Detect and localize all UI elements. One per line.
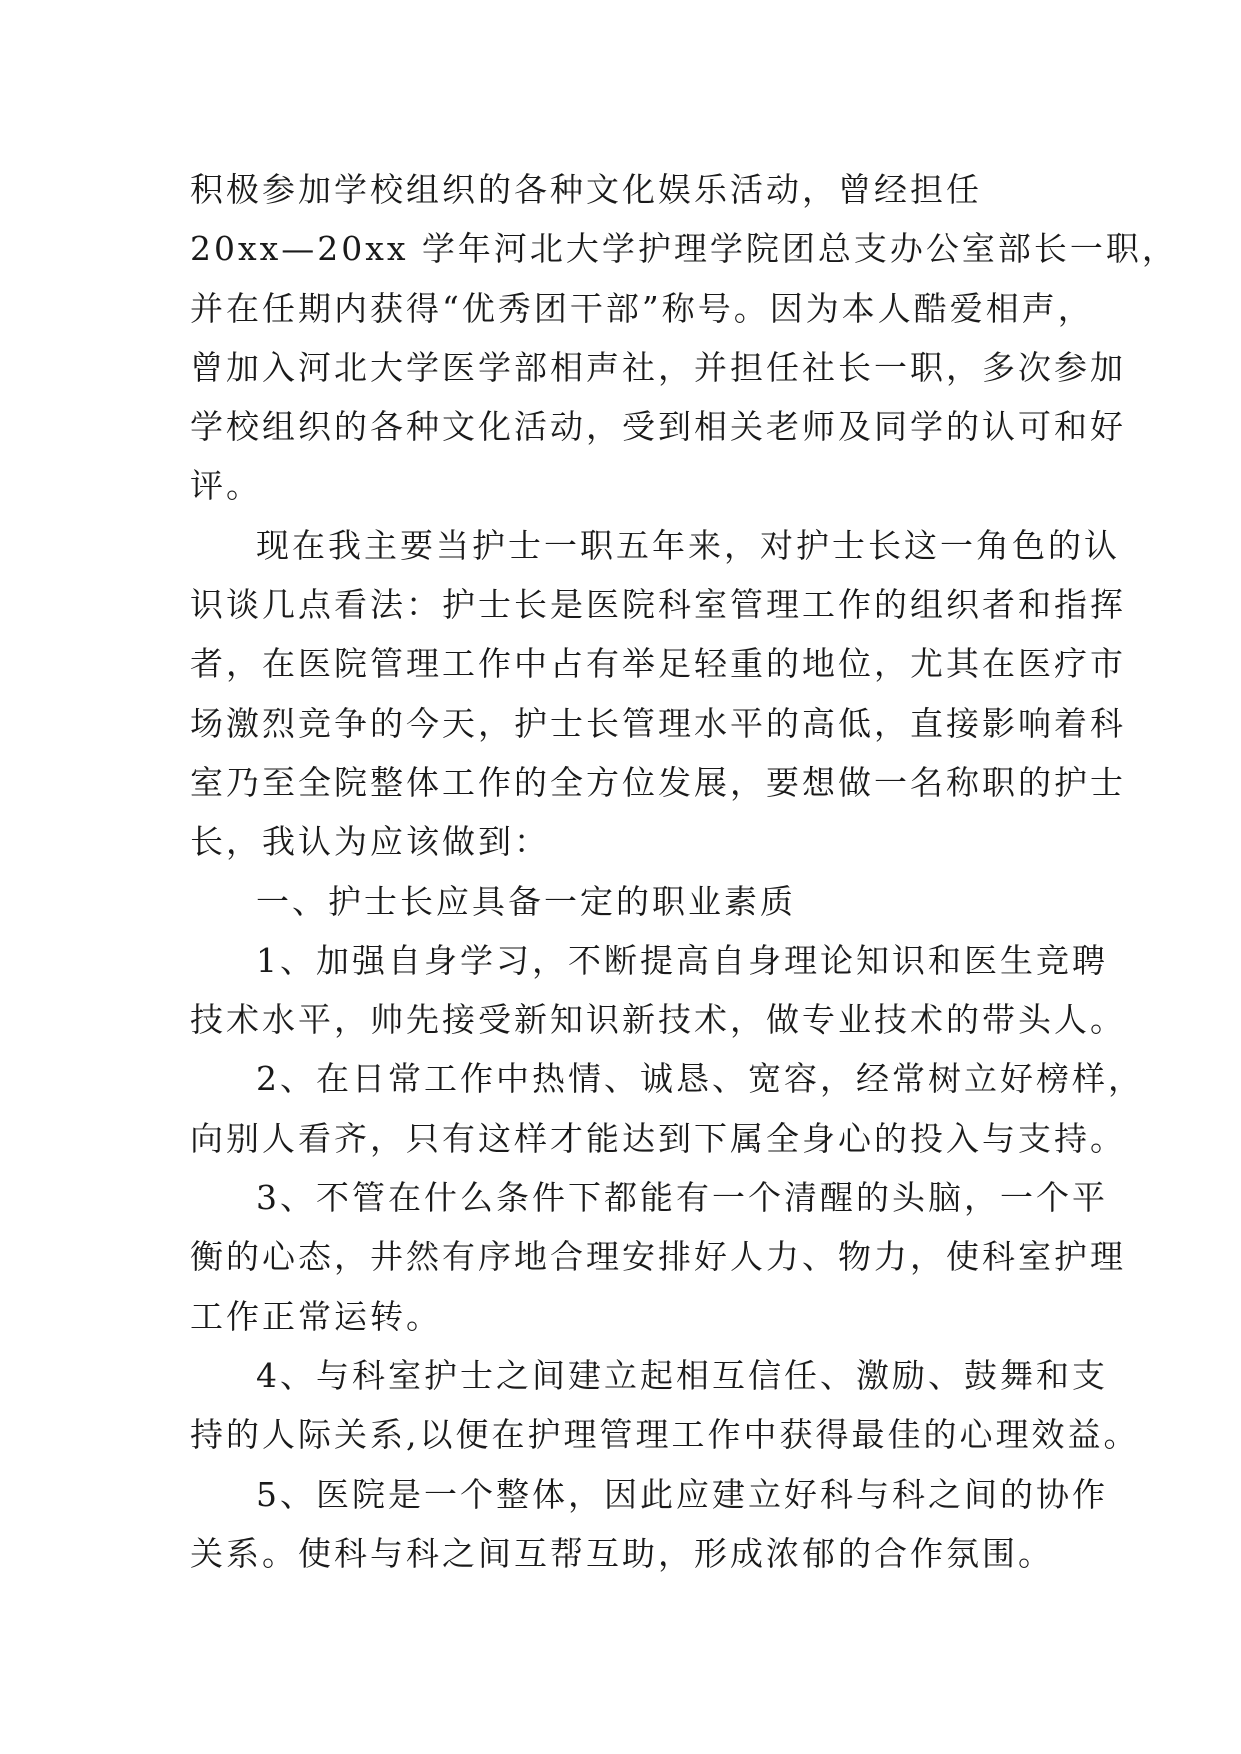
text-line: 工作正常运转。 (190, 1296, 442, 1336)
text-line: 长，我认为应该做到： (190, 822, 550, 862)
text-line: 1、加强自身学习，不断提高自身理论知识和医生竞聘 (256, 940, 1108, 980)
text-line: 场激烈竞争的今天，护士长管理水平的高低，直接影响着科 (190, 703, 1126, 743)
text-line: 积极参加学校组织的各种文化娱乐活动，曾经担任 (190, 170, 982, 209)
section-heading: 一、护士长应具备一定的职业素质 (256, 881, 796, 921)
document-body (190, 160, 1178, 1583)
text-line: 室乃至全院整体工作的全方位发展，要想做一名称职的护士 (190, 762, 1126, 802)
text-line: 关系。使科与科之间互帮互助，形成浓郁的合作氛围。 (190, 1533, 1054, 1573)
text-line: 并在任期内获得“优秀团干部”称号。因为本人酷爱相声， (190, 288, 1094, 328)
text-line: 向别人看齐，只有这样才能达到下属全身心的投入与支持。 (190, 1118, 1126, 1158)
text-line: 评。 (190, 466, 262, 506)
text-line: 4、与科室护士之间建立起相互信任、激励、鼓舞和支 (256, 1355, 1108, 1395)
text-line: 曾加入河北大学医学部相声社，并担任社长一职，多次参加 (190, 347, 1126, 387)
text-line: 2、在日常工作中热情、诚恳、宽容，经常树立好榜样， (256, 1059, 1144, 1099)
text-line: 20xx—20xx 学年河北大学护理学院团总支办公室部长一职， (190, 229, 1178, 269)
text-line: 3、不管在什么条件下都能有一个清醒的头脑，一个平 (256, 1178, 1108, 1218)
text-line: 学校组织的各种文化活动，受到相关老师及同学的认可和好 (190, 407, 1126, 447)
text-line: 者，在医院管理工作中占有举足轻重的地位，尤其在医疗市 (190, 644, 1126, 684)
text-line: 持的人际关系,以便在护理管理工作中获得最佳的心理效益。 (190, 1415, 1140, 1455)
text-line: 现在我主要当护士一职五年来，对护士长这一角色的认 (256, 525, 1120, 565)
text-line: 技术水平，帅先接受新知识新技术，做专业技术的带头人。 (190, 1000, 1126, 1040)
text-line: 衡的心态，井然有序地合理安排好人力、物力，使科室护理 (190, 1237, 1126, 1277)
text-line: 识谈几点看法：护士长是医院科室管理工作的组织者和指挥 (190, 585, 1126, 625)
text-line: 5、医院是一个整体，因此应建立好科与科之间的协作 (256, 1474, 1108, 1514)
